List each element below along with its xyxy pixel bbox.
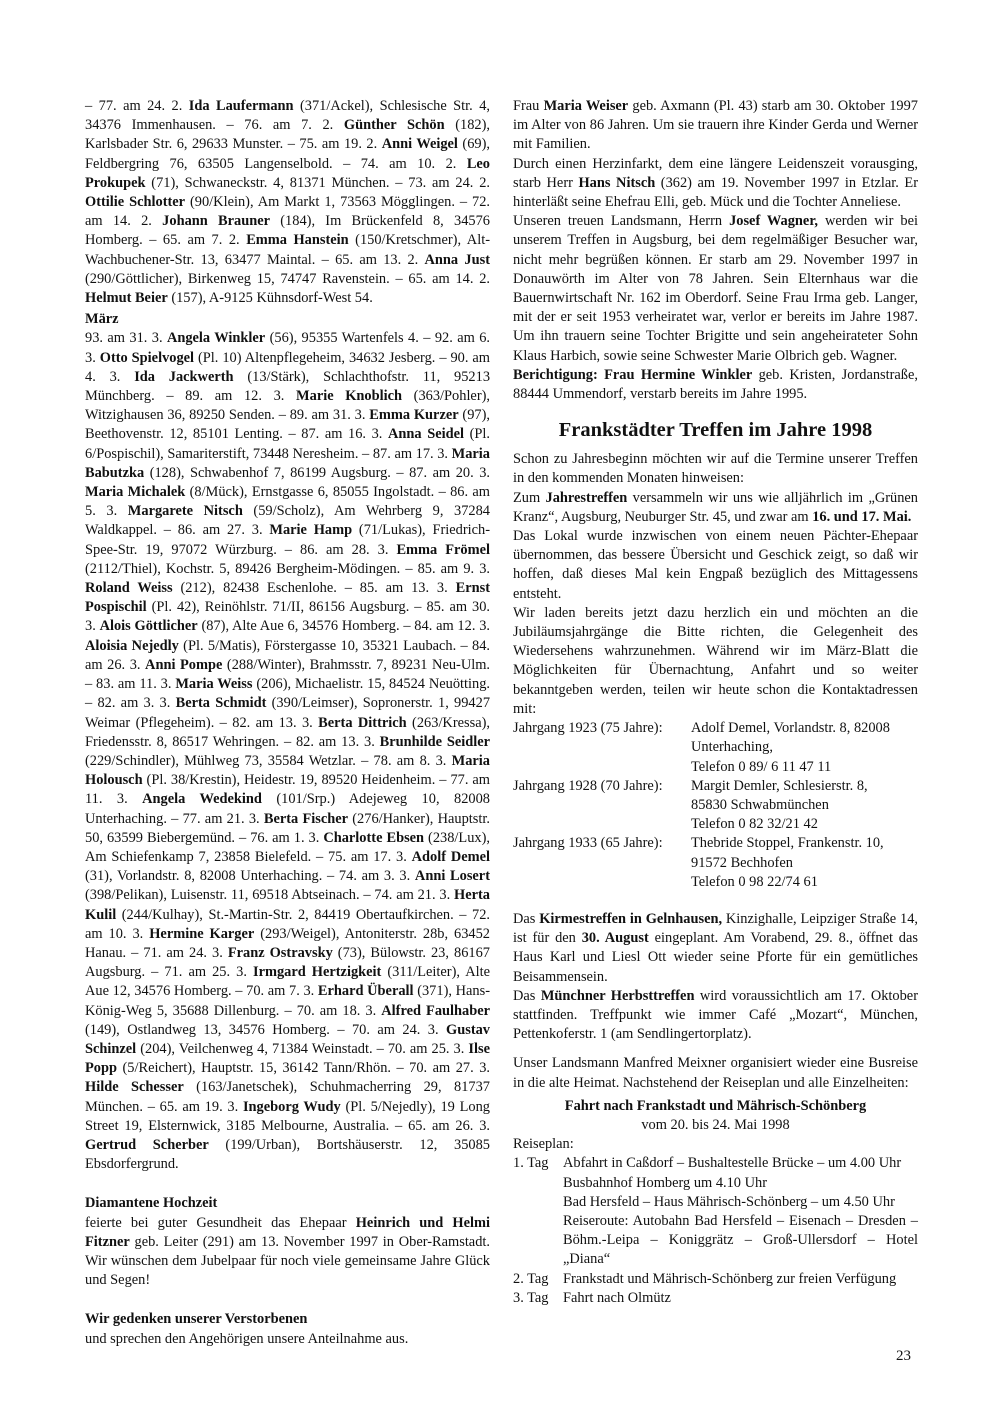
bold-name: Emma Kurzer [369, 407, 459, 424]
bold-name: Hilde Schesser [85, 1079, 184, 1096]
bold-name: Berta Fischer [263, 810, 349, 827]
birthdays-march: 93. am 31. 3. Angela Winkler (56), 95355 Wartenfels 4. – 92. am 6. 3. Otto Spielvogel (Pl. 10) Altenpflegeheim, 34632 Jesberg. – 90. am 4. 3. Ida Jackwerth (13/Stärk), Schlachthofstr. 11, 95213 Münchberg. – 89. am 12. 3. Marie Knoblich (363/Pohler), Witzighausen 36, 89250 Senden. – 89. am 31. 3. Emma Kurzer (97), Beethovenstr. 12, 85101 Lenting. – 87. am 16. 3. Anna Seidel (Pl. 6/Pospischil), Samariterstift, 73448 Neresheim. – 87. am 17. 3. Maria Babutzka (128), Schwabenhof 7, 86199 Augsburg. – 87. am 20. 3. Maria Michalek (8/Mück), Ernstgasse 6, 85055 Ingolstadt. – 86. am 5. 3. Margarete Nitsch (59/Scholz), Am Wehrberg 9, 37284 Waldkappel. – 86. am 27. 3. Marie Hamp (71/Lukas), Friedrich-Spee-Str. 19, 97072 Würzburg. – 86. am 28. 3. Emma Frömel (2112/Thiel), Kochstr. 5, 89426 Bergheim-Mödingen. – 85. am 9. 3. Roland Weiss (212), 82438 Eschenlohe. – 85. am 13. 3. Ernst Pospischil (Pl. 42), Reinöhlstr. 71/II, 86156 Augsburg. – 85. am 30. 3. Alois Göttlicher (87), Alte Aue 6, 34576 Homberg. – 84. am 12. 3. Aloisia Nejedly (Pl. 5/Matis), Förstergasse 10, 35321 Laubach. – 84. am 26. 3. Anni Pompe (288/Winter), Brahmsstr. 7, 89231 Neu-Ulm. – 83. am 11. 3. Maria Weiss (206), Michaelistr. 15, 84524 Neuötting. – 82. am 3. 3. Berta Schmidt (390/Leimser), Sopronerstr. 1, 99427 Weimar (Pflegeheim). – 82. am 13. 3. Berta Dittrich (263/Kressa), Friedensstr. 8, 86517 Wehringen. – 82. am 13. 3. Brunhilde Seidler (229/Schindler), Mühlweg 73, 35584 Wetzlar. – 78. am 8. 3. Maria Holousch (Pl. 38/Krestin), Heidestr. 19, 89520 Heidenheim. – 77. am 11. 3. Angela Wedekind (101/Srp.) Adejeweg 10, 82008 Unterhaching. – 77. am 21. 3. Berta Fischer (276/Hanker), Hauptstr. 50, 63599 Biebergemünd. – 76. am 1. 3. Charlotte Ebsen (238/Lux), Am Schiefenkamp 7, 23858 Bielefeld. – 75. am 17. 3. Adolf Demel (31), Vorlandstr. 8, 82008 Unterhaching. – 74. am 3. 3. Anni Losert (398/Pelikan), Luisenstr. 11, 69518 Abtseinach. – 74. am 21. 3. Herta Kulil (244/Kulhay), St.-Martin-Str. 2, 84419 Obertaufkirchen. – 72. am 10. 3. Hermine Karger (293/Weigel), Antoniterstr. 28b, 63452 Hanau. – 71. am 24. 3. Franz Ostravsky (73), Bülowstr. 23, 86167 Augsburg. – 71. am 25. 3. Irmgard Hertzigkeit (311/Leiter), Alte Aue 12, 34576 Homberg. – 70. am 7. 3. Erhard Überall (371), Hans-König-Weg 5, 35688 Dillenburg. – 70. am 18. 3. Alfred Faulhaber (149), Ostlandweg 13, 34576 Homberg. – 70. am 24. 3. Gustav Schinzel (204), Veilchenweg 4, 71384 Weinstadt. – 70. am 25. 3. Ilse Popp (5/Reichert), Hauptstr. 15, 36142 Tann/Rhön. – 70. am 27. 3. Hilde Schesser (163/Janetschek), Schuhmacherring 29, 81737 München. – 65. am 19. 3. Ingeborg Wudy (Pl. 5/Nejedly), 19 Long Street 19, Elsternwick, 3185 Melbourne, Australia. – 65. am 26. 3. Gertrud Scherber (199/Urban), Bortshäuserstr. 12, 35085 Ebsdorfergrund. [85, 330, 491, 1173]
contact-line: Telefon 0 82 32/21 42 [691, 816, 818, 833]
bold-name: Berta Schmidt [175, 695, 267, 712]
venue-paragraph: Das Lokal wurde inzwischen von einem neuen Pächter-Ehepaar übernommen, das bessere Übersicht und Geschick zeigt, so daß wir hoffen, daß dieses Mal kein Engpaß bezüglich des Mittagessens entsteht. [513, 528, 918, 602]
plan-day-label: 1. Tag [513, 1155, 549, 1172]
bold-name: Erhard Überall [317, 983, 414, 1000]
bold-name: Marie Hamp [269, 522, 353, 539]
plan-day-2 [513, 1270, 918, 1289]
bold-name: Ottilie Schlotter [85, 194, 186, 211]
contact-details [691, 834, 918, 892]
contact-line: 91572 Bechhofen [691, 854, 793, 871]
contact-line: Telefon 0 89/ 6 11 47 11 [691, 758, 832, 775]
bold-name: Margarete Nitsch [127, 503, 243, 520]
plan-day-1 [513, 1154, 918, 1269]
plan-day-details [563, 1270, 918, 1289]
bold-name: Ida Laufermann [188, 98, 294, 114]
bold-name: Ilse Popp [85, 1040, 490, 1077]
bold-name: Leo Prokupek [85, 155, 490, 191]
plan-line: Abfahrt in Caßdorf – Bushaltestelle Brücke – um 4.00 Uhr [563, 1155, 902, 1172]
contact-year: Jahrgang 1933 (65 Jahre): [513, 835, 663, 852]
bold-name: Alfred Faulhaber [381, 1002, 490, 1019]
correction-winkler: Berichtigung: Frau Hermine Winkler geb. Kristen, Jordanstraße, 88444 Ummendorf, verstarb bereits im Jahre 1995. [513, 366, 918, 403]
contact-year: Jahrgang 1923 (75 Jahre): [513, 720, 663, 737]
bold-name: Gustav Schinzel [85, 1021, 490, 1057]
contact-row-1933 [513, 834, 918, 892]
contact-line: Unterhaching, [691, 739, 773, 756]
bold-name: Brunhilde Seidler [379, 733, 490, 750]
bold-name: Herta Kulil [85, 887, 490, 923]
right-column [513, 97, 918, 1308]
bold-name: Jahrestreffen [545, 489, 628, 506]
plan-line: Frankstadt und Mährisch-Schönberg zur freien Verfügung [563, 1270, 897, 1287]
bus-trip-intro: Unser Landsmann Manfred Meixner organisiert wieder eine Busreise in die alte Heimat. Nachstehend der Reiseplan und alle Einzelheiten: [513, 1055, 918, 1091]
bold-name: Anni Weigel [381, 136, 458, 153]
bold-name: Angela Winkler [166, 330, 266, 347]
bold-name: Heinrich und Helmi Fitzner [85, 1214, 490, 1250]
plan-day-details [563, 1154, 918, 1269]
bold-name: Roland Weiss [85, 580, 173, 597]
page-number: 23 [896, 1348, 911, 1364]
bold-name: Anna Seidel [388, 426, 464, 443]
bold-name: Berichtigung: Frau Hermine Winkler [513, 366, 753, 383]
diamond-wedding-heading: Diamantene Hochzeit [85, 1195, 218, 1212]
bold-name: Maria Weiss [175, 676, 253, 693]
section-title: Frankstädter Treffen im Jahre 1998 [558, 419, 873, 442]
plan-line: Reiseroute: Autobahn Bad Hersfeld – Eisenach – Dresden – Böhm.-Leipa – Koniggrätz – Groß-Ullersdorf – Hotel „Diana“ [563, 1212, 918, 1268]
bold-name: Kirmestreffen in Gelnhausen, [539, 910, 723, 927]
month-heading-march: März [85, 311, 119, 328]
bold-name: Hermine Karger [149, 925, 255, 942]
contact-line: Thebride Stoppel, Frankenstr. 10, [691, 835, 884, 852]
bold-name: Josef Wagner, [729, 213, 818, 230]
contact-row-1928 [513, 777, 918, 835]
plan-line: Bad Hersfeld – Haus Mährisch-Schönberg – um 4.50 Uhr [563, 1193, 895, 1210]
bold-name: Günther Schön [343, 117, 445, 134]
bold-name: Maria Weiser [543, 98, 629, 114]
bold-name: Ernst Pospischil [85, 580, 490, 616]
obituary-weiser: Frau Maria Weiser geb. Axmann (Pl. 43) starb am 30. Oktober 1997 im Alter von 86 Jahren. Um sie trauern ihre Kinder Gerda und Werner mit Familien. [513, 98, 918, 153]
contact-line: Telefon 0 98 22/74 61 [691, 873, 818, 890]
contact-table [513, 719, 918, 892]
contact-year: Jahrgang 1928 (70 Jahre): [513, 777, 663, 794]
bold-name: Emma Frömel [396, 541, 490, 558]
contact-details [691, 719, 918, 777]
bold-name: Helmut Beier [85, 290, 168, 307]
bold-name: Gertrud Scherber [85, 1136, 209, 1153]
bold-name: Adolf Demel [411, 848, 490, 865]
bold-name: Emma Hanstein [246, 232, 349, 249]
diamond-wedding-text: feierte bei guter Gesundheit das Ehepaar Heinrich und Helmi Fitzner geb. Leiter (291) am 13. November 1997 in Ober-Ramstadt. Wir wünschen dem Jubelpaar für noch viele gemeinsame Jahre Glück und Segen! [85, 1214, 490, 1289]
bold-name: Aloisia Nejedly [85, 637, 179, 654]
contact-line: Adolf Demel, Vorlandstr. 8, 82008 [691, 720, 890, 737]
bold-name: Anni Losert [414, 868, 490, 885]
bold-name: Marie Knoblich [296, 388, 403, 405]
bold-name: Anni Pompe [145, 656, 223, 673]
birthdays-february: – 77. am 24. 2. Ida Laufermann (371/Ackel), Schlesische Str. 4, 34376 Immenhausen. – 76. am 7. 2. Günther Schön (182), Karlsbader Str. 6, 29633 Munster. – 75. am 19. 2. Anni Weigel (69), Feldbergring 76, 63505 Langenselbold. – 74. am 10. 2. Leo Prokupek (71), Schwaneckstr. 4, 81371 München. – 73. am 24. 2. Ottilie Schlotter (90/Klein), Am Markt 1, 73563 Mögglingen. – 72. am 14. 2. Johann Brauner (184), Im Brückenfeld 8, 34576 Homberg. – 65. am 7. 2. Emma Hanstein (150/Kretschmer), Alt-Wachbuchener-Str. 13, 63477 Maintal. – 65. am 13. 2. Anna Just (290/Göttlicher), Birkenweg 15, 74747 Ravenstein. – 65. am 14. 2. Helmut Beier (157), A-9125 Kühnsdorf-West 54. [85, 98, 490, 307]
plan-day-label: 3. Tag [513, 1289, 549, 1306]
bold-name: 30. August [581, 930, 649, 947]
bold-name: Ida Jackwerth [134, 368, 234, 385]
obituary-wagner: Unseren treuen Landsmann, Herrn Josef Wagner, werden wir bei unserem Treffen in Augsburg, bei dem regelmäßiger Besucher war, nicht mehr begrüßen können. Er starb am 29. November 1997 in Donauwörth im Alter von 78 Jahren. Sein Elternhaus war die Bauernwirtschaft Nr. 162 im Oberdorf. Seine Frau Irma geb. Langer, mit der er seit 1953 verheiratet war, verlor er bereits im Jahre 1987. Um ihn trauern seine Tochter Brigitte und sein angeheirateter Sohn Klaus Harbich, sowie seine Schwester Marie Olbrich geb. Wagner. [513, 213, 918, 364]
bold-name: Alois Göttlicher [99, 618, 198, 635]
bold-name: Franz Ostravsky [227, 944, 333, 961]
bold-name: Hans Nitsch [578, 174, 656, 191]
plan-line: Busbahnhof Homberg um 4.10 Uhr [563, 1174, 767, 1191]
plan-day-details [563, 1289, 918, 1308]
bold-name: Maria Holousch [85, 752, 490, 789]
bold-name: Johann Brauner [162, 213, 270, 230]
bold-name: Ingeborg Wudy [242, 1098, 341, 1115]
plan-line: Fahrt nach Olmütz [563, 1289, 671, 1306]
contact-line: 85830 Schwabmünchen [691, 796, 829, 813]
kirmes-paragraph: Das Kirmestreffen in Gelnhausen, Kinzighalle, Leipziger Straße 14, ist für den 30. August eingeplant. Am Vorabend, 29. 8., öffnet das Haus Karl und Liesl Ott wieder seine Pforte für ein gemütliches Beisammensein. [513, 910, 919, 985]
contact-line: Margit Demler, Schlesierstr. 8, [691, 777, 868, 794]
memorial-heading: Wir gedenken unserer Verstorbenen [85, 1311, 308, 1328]
bold-name: Irmgard Hertzigkeit [252, 964, 382, 981]
annual-meeting-paragraph: Zum Jahrestreffen versammeln wir uns wie alljährlich im „Grünen Kranz“, Augsburg, Neuburger Str. 45, und zwar am 16. und 17. Mai. [513, 489, 918, 525]
memorial-text: und sprechen den Angehörigen unsere Anteilnahme aus. [85, 1330, 409, 1347]
obituary-nitsch: Durch einen Herzinfarkt, dem eine längere Leidenszeit vorausging, starb Herr Hans Nitsch (362) am 19. November 1997 in Etzlar. Er hinterläßt seine Ehefrau Elli, geb. Mück und die Tochter Anneliese. [513, 155, 918, 211]
bold-name: Anna Just [424, 251, 490, 268]
contact-row-1923 [513, 719, 918, 777]
invitation-paragraph: Wir laden bereits jetzt dazu herzlich ein und möchten an die Jubiläumsjahrgänge die Bitte richten, die Gelegenheit des Wiedersehens wahrzunehmen. Während wir im März-Blatt die Möglichkeiten für Übernachtung, Anfahrt und so weiter bekanntgeben werden, teilen wir heute schon die Kontaktadressen mit: [513, 604, 918, 717]
bold-name: Angela Wedekind [142, 791, 262, 808]
plan-label: Reiseplan: [513, 1136, 574, 1153]
bold-name: 16. und 17. Mai. [812, 508, 912, 525]
bold-name: Maria Michalek [85, 484, 186, 501]
bold-name: Münchner Herbsttreffen [540, 987, 695, 1004]
munich-paragraph: Das Münchner Herbsttreffen wird voraussichtlich am 17. Oktober stattfinden. Treffpunkt wie immer Café „Mozart“, München, Pettenkoferstr. 1 (am Sendlingertorplatz). [513, 987, 918, 1043]
tour-title: Fahrt nach Frankstadt und Mährisch-Schönberg [564, 1097, 867, 1114]
tour-dates: vom 20. bis 24. Mai 1998 [641, 1116, 790, 1133]
plan-day-3 [513, 1289, 918, 1308]
travel-plan [513, 1154, 918, 1308]
bold-name: Maria Babutzka [85, 445, 490, 481]
intro-paragraph: Schon zu Jahresbeginn möchten wir auf die Termine unserer Treffen in den kommenden Monaten hinweisen: [513, 451, 918, 487]
bold-name: Otto Spielvogel [99, 349, 195, 366]
bold-name: Charlotte Ebsen [323, 829, 425, 846]
plan-day-label: 2. Tag [513, 1270, 549, 1287]
left-column [85, 97, 490, 1349]
bold-name: Berta Dittrich [318, 714, 407, 731]
contact-details [691, 777, 918, 835]
